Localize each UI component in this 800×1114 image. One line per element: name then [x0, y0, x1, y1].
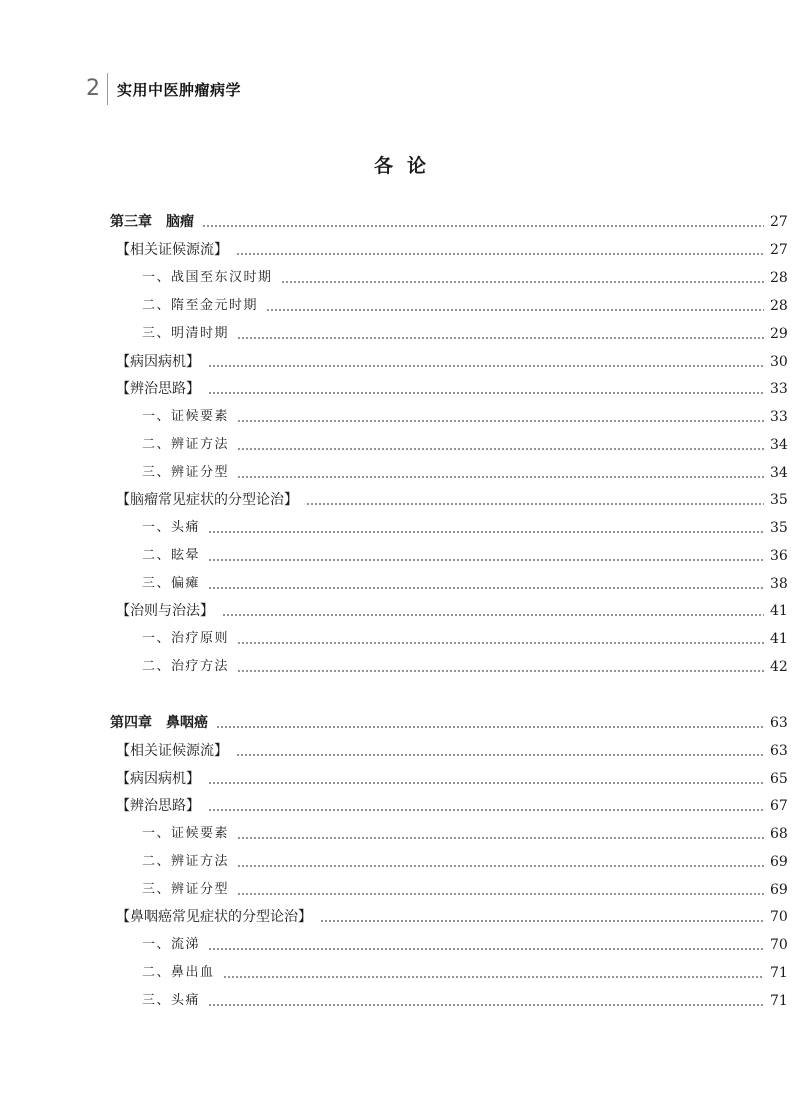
toc-entry-page-number: 68 [770, 826, 788, 842]
dot-leader [216, 714, 764, 732]
toc-entry-page-number: 63 [770, 743, 788, 759]
toc-entry-title: 三、偏瘫 [142, 576, 201, 591]
dot-leader [208, 797, 764, 815]
toc-entry-item [0, 626, 800, 652]
dot-leader [237, 853, 764, 871]
toc-entry-page-number: 71 [770, 965, 788, 981]
toc-entry-title: 二、治疗方法 [142, 659, 230, 674]
toc-entry-item [0, 571, 800, 597]
toc-entry-title: 一、治疗原则 [142, 631, 230, 646]
toc-entry-title: 【辨治思路】 [116, 381, 200, 397]
toc-entry-page-number: 27 [770, 242, 788, 258]
toc-entry-page-number: 28 [770, 270, 788, 286]
dot-leader [306, 491, 764, 509]
toc-entry-title: 第四章 鼻咽癌 [110, 715, 208, 731]
toc-entry-page-number: 35 [770, 520, 788, 536]
toc-entry-page-number: 28 [770, 298, 788, 314]
dot-leader [237, 436, 764, 454]
dot-leader [208, 353, 764, 371]
toc-entry-page-number: 41 [770, 631, 788, 647]
dot-leader [237, 408, 764, 426]
toc-entry-title: 【鼻咽癌常见症状的分型论治】 [116, 909, 312, 925]
dot-leader [281, 269, 764, 287]
toc-entry-title: 【相关证候源流】 [116, 242, 228, 258]
toc-entry-title: 二、隋至金元时期 [142, 298, 259, 313]
dot-leader [266, 297, 764, 315]
toc-entry-title: 三、辨证分型 [142, 465, 230, 480]
toc-entry-page-number: 41 [770, 603, 788, 619]
toc-entry-title: 【治则与治法】 [116, 603, 214, 619]
dot-leader [208, 992, 764, 1010]
dot-leader [237, 825, 764, 843]
toc-entry-title: 二、眩晕 [142, 548, 201, 563]
dot-leader [237, 658, 764, 676]
book-title: 实用中医肿瘤病学 [117, 80, 242, 99]
toc-entry-section [0, 766, 800, 792]
dot-leader [320, 908, 764, 926]
toc-entry-page-number: 71 [770, 993, 788, 1009]
dot-leader [222, 602, 764, 620]
toc-entry-item [0, 265, 800, 291]
toc-entry-title: 三、头痛 [142, 993, 201, 1008]
toc-entry-title: 【病因病机】 [116, 771, 200, 787]
toc-entry-section [0, 237, 800, 263]
toc-entry-title: 一、头痛 [142, 520, 201, 535]
toc-entry-page-number: 30 [770, 354, 788, 370]
toc-entry-item [0, 432, 800, 458]
toc-entry-page-number: 65 [770, 771, 788, 787]
dot-leader [236, 241, 764, 259]
toc-entry-section [0, 487, 800, 513]
dot-leader [223, 964, 764, 982]
dot-leader [208, 380, 764, 398]
dot-leader [236, 742, 764, 760]
dot-leader [237, 464, 764, 482]
toc-entry-item [0, 404, 800, 430]
toc-entry-chapter [0, 710, 800, 736]
toc-entry-title: 一、证候要素 [142, 409, 230, 424]
toc-entry-page-number: 34 [770, 465, 788, 481]
toc-entry-title: 三、明清时期 [142, 326, 230, 341]
toc-entry-page-number: 42 [770, 659, 788, 675]
toc-entry-page-number: 70 [770, 909, 788, 925]
toc-entry-title: 二、辨证方法 [142, 854, 230, 869]
toc-entry-item [0, 543, 800, 569]
toc-entry-title: 一、战国至东汉时期 [142, 270, 273, 285]
dot-leader [208, 519, 764, 537]
toc-entry-page-number: 34 [770, 437, 788, 453]
toc-entry-page-number: 38 [770, 576, 788, 592]
section-title: 各论 [373, 155, 440, 177]
toc-entry-item [0, 988, 800, 1014]
toc-entry-item [0, 321, 800, 347]
toc-entry-item [0, 460, 800, 486]
toc-entry-item [0, 515, 800, 541]
toc-entry-page-number: 35 [770, 492, 788, 508]
toc-entry-section [0, 793, 800, 819]
toc-entry-title: 【病因病机】 [116, 354, 200, 370]
dot-leader [208, 547, 764, 565]
dot-leader [237, 630, 764, 648]
toc-entry-page-number: 27 [770, 214, 788, 230]
toc-entry-title: 第三章 脑瘤 [110, 214, 194, 230]
toc-entry-item [0, 293, 800, 319]
toc-entry-section [0, 738, 800, 764]
toc-entry-title: 二、辨证方法 [142, 437, 230, 452]
dot-leader [202, 213, 764, 231]
toc-entry-section [0, 349, 800, 375]
page-number: 2 [86, 76, 100, 101]
toc-entry-section [0, 598, 800, 624]
toc-entry-item [0, 877, 800, 903]
running-header [86, 72, 241, 106]
toc-entry-title: 一、证候要素 [142, 826, 230, 841]
toc-entry-chapter [0, 209, 800, 235]
toc-entry-section [0, 376, 800, 402]
toc-entry-title: 【相关证候源流】 [116, 743, 228, 759]
header-divider [107, 73, 108, 105]
toc-entry-item [0, 932, 800, 958]
toc-entry-page-number: 69 [770, 882, 788, 898]
dot-leader [208, 770, 764, 788]
toc-entry-item [0, 654, 800, 680]
toc-entry-title: 【辨治思路】 [116, 798, 200, 814]
dot-leader [208, 936, 764, 954]
toc-entry-page-number: 29 [770, 326, 788, 342]
dot-leader [208, 575, 764, 593]
dot-leader [237, 881, 764, 899]
toc-entry-item [0, 849, 800, 875]
toc-entry-page-number: 33 [770, 381, 788, 397]
toc-entry-page-number: 63 [770, 715, 788, 731]
toc-entry-title: 二、鼻出血 [142, 965, 215, 980]
toc-entry-page-number: 69 [770, 854, 788, 870]
toc-entry-section [0, 904, 800, 930]
toc-entry-page-number: 67 [770, 798, 788, 814]
toc-entry-title: 【脑瘤常见症状的分型论治】 [116, 492, 298, 508]
toc-entry-item [0, 821, 800, 847]
dot-leader [237, 325, 764, 343]
toc-entry-item [0, 960, 800, 986]
toc-entry-title: 一、流涕 [142, 937, 201, 952]
toc-entry-page-number: 33 [770, 409, 788, 425]
toc-entry-title: 三、辨证分型 [142, 882, 230, 897]
toc-entry-page-number: 70 [770, 937, 788, 953]
toc-entry-page-number: 36 [770, 548, 788, 564]
